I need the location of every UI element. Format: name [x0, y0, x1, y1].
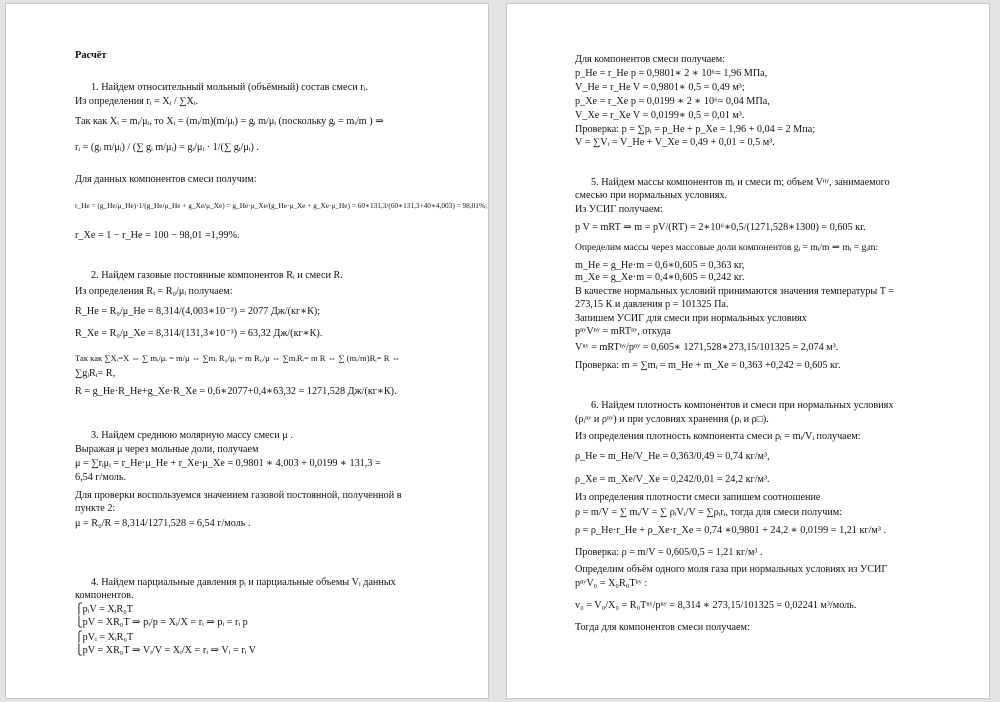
- formula-line: μ = R₀/R = 8,314/1271,528 = 6,54 г/моль .: [75, 518, 251, 529]
- formula-line: Проверка: ρ = m/V = 0,605/0,5 = 1,21 кг/м³ .: [575, 547, 763, 558]
- text-line: Из определения плотность компонента смеси ρᵢ = mᵢ/Vᵢ получаем:: [575, 431, 861, 442]
- text-line: Выражая μ через мольные доли, получаем: [75, 444, 259, 455]
- formula-line: ρ_Xe = m_Xe/V_Xe = 0,242/0,01 = 24,2 кг/м³.: [575, 474, 770, 485]
- formula-line: p V = mRT ⇒ m = pV/(RT) = 2∗10⁶∗0,5/(1271,528∗1300) = 0,605 кг.: [575, 222, 866, 233]
- section-heading: Расчёт: [75, 50, 107, 61]
- text-line: Из определения Rᵢ = R₀/μᵢ получаем:: [75, 286, 233, 297]
- formula-line: R_Xe = R₀/μ_Xe = 8,314/(131,3∗10⁻³) = 63,32 Дж/(кг∗К).: [75, 328, 323, 339]
- formula-line: ρ_He = m_He/V_He = 0,363/0,49 = 0,74 кг/м³,: [575, 451, 770, 462]
- formula-line: Проверка: p = ∑pᵢ = p_He + p_Xe = 1,96 + 0,04 = 2 Мпа;: [575, 124, 816, 135]
- text-line: Для проверки воспользуемся значением газовой постоянной, полученной в: [75, 490, 402, 501]
- formula-line: μ = ∑rᵢμᵢ = r_He·μ_He + r_Xe·μ_Xe = 0,9801 ∗ 4,003 + 0,0199 ∗ 131,3 =: [75, 458, 381, 469]
- formula-line: 6,54 г/моль.: [75, 472, 127, 483]
- formula-line: r_He = (g_He/μ_He)·1/(g_He/μ_He + g_Xe/μ_Xe) = g_He·μ_Xe/(g_He·μ_Xe + g_Xe·μ_He) = 60∗131,3/(60∗131,3+40∗4,003) = 98,01%;: [75, 201, 488, 210]
- text-line: Определим массы через массовые доли компонентов gᵢ = mᵢ/m ⇒ mᵢ = gᵢm:: [575, 242, 879, 253]
- text-line: (ρᵢⁿʸ и ρⁿʸ) и при условиях хранения (ρᵢ и ρ□).: [575, 414, 769, 425]
- formula-line: Проверка: m = ∑mᵢ = m_He + m_Xe = 0,363 +0,242 = 0,605 кг.: [575, 360, 841, 371]
- formula-line: ⎧pᵢV = XᵢR₀T: [75, 604, 134, 615]
- formula-line: V = ∑Vᵢ = V_He + V_Xe = 0,49 + 0,01 = 0,5 м³.: [575, 137, 775, 148]
- text-line: Определим объём одного моля газа при нормальных условиях из УСИГ: [575, 564, 888, 575]
- formula-line: Vⁿʸ = mRTⁿʸ/pⁿʸ = 0,605∗ 1271,528∗273,15/101325 = 2,074 м³.: [575, 342, 839, 353]
- step-1-title: 1. Найдем относительный мольный (объёмный) состав смеси rᵢ.: [91, 82, 368, 93]
- formula-line: ⎩pV = XR₀T ⇒ pᵢ/p = Xᵢ/X = rᵢ ⇒ pᵢ = rᵢ p: [75, 617, 248, 628]
- formula-line: p_Xe = r_Xe p = 0,0199 ∗ 2 ∗ 10⁶= 0,04 МПа,: [575, 96, 770, 107]
- text-line: компонентов.: [75, 590, 134, 601]
- formula-line: ⎧pVᵢ = XᵢR₀T: [75, 632, 134, 643]
- formula-line: R_He = R₀/μ_He = 8,314/(4,003∗10⁻³) = 2077 Дж/(кг∗К);: [75, 306, 321, 317]
- text-line: смесью при нормальных условиях.: [575, 190, 728, 201]
- formula-line: pⁿʸV₀ = X₀R₀Tⁿʸ :: [575, 578, 648, 589]
- text-line: пункте 2:: [75, 503, 116, 514]
- step-3-title: 3. Найдем среднюю молярную массу смеси μ .: [91, 430, 293, 441]
- formula-line: ρ = m/V = ∑ mᵢ/V = ∑ ρᵢVᵢ/V = ∑ρᵢrᵢ, тогда для смеси получим:: [575, 507, 843, 518]
- formula-line: Так как ∑Xᵢ=X ⇔ ∑ mᵢ/μᵢ = m/μ ⇔ ∑mᵢ R₀/μᵢ = m R₀/μ ⇔ ∑mᵢRᵢ= m R ⇔ ∑ (mᵢ/m)Rᵢ= R ⇔: [75, 353, 401, 363]
- formula-line: ⎩pV = XR₀T ⇒ Vᵢ/V = Xᵢ/X = rᵢ ⇒ Vᵢ = rᵢ V: [75, 645, 256, 656]
- step-2-title: 2. Найдем газовые постоянные компонентов Rᵢ и смеси R.: [91, 270, 343, 281]
- formula-line: v₀ = V₀/X₀ = R₀Tⁿʸ/pⁿʸ = 8,314 ∗ 273,15/101325 = 0,02241 м³/моль.: [575, 600, 857, 611]
- formula-line: r_Xe = 1 − r_He = 100 − 98,01 =1,99%.: [75, 230, 240, 241]
- text-line: Запишем УСИГ для смеси при нормальных условиях: [575, 313, 807, 324]
- text-line: Тогда для компонентов смеси получаем:: [575, 622, 750, 633]
- text-line: 273,15 К и давления p = 101325 Па.: [575, 299, 729, 310]
- formula-line: ∑gᵢRᵢ= R,: [75, 368, 116, 379]
- text-line: Для данных компонентов смеси получим:: [75, 174, 257, 185]
- text-line: Из определения rᵢ = Xᵢ / ∑Xᵢ.: [75, 96, 199, 107]
- right-page: [506, 3, 990, 699]
- text-line: Из определения плотности смеси запишем соотношение: [575, 492, 821, 503]
- formula-line: m_He = g_He·m = 0,6∗0,605 = 0,363 кг,: [575, 260, 745, 271]
- step-5-title: 5. Найдем массы компонентов mᵢ и смеси m; объем Vⁿʸ, занимаемого: [591, 177, 890, 188]
- text-line: В качестве нормальных условий принимаются значения температуры T =: [575, 286, 895, 297]
- formula-line: rᵢ = (gᵢ m/μᵢ) / (∑ gᵢ m/μᵢ) = gᵢ/μᵢ · 1/(∑ gᵢ/μᵢ) .: [75, 142, 259, 153]
- step-6-title: 6. Найдем плотность компонентов и смеси при нормальных условиях: [591, 400, 894, 411]
- text-line: Для компонентов смеси получаем:: [575, 54, 726, 65]
- formula-line: pⁿʸVⁿʸ = mRTⁿʸ, откуда: [575, 326, 671, 337]
- left-page: [5, 3, 489, 699]
- text-line: Из УСИГ получаем:: [575, 204, 663, 215]
- step-4-title: 4. Найдем парциальные давления pᵢ и парциальные объемы Vᵢ данных: [91, 577, 396, 588]
- formula-line: V_Xe = r_Xe V = 0,0199∗ 0,5 = 0,01 м³.: [575, 110, 745, 121]
- text-line: Так как Xᵢ = mᵢ/μᵢ, то Xᵢ = (mᵢ/m)(m/μᵢ) = gᵢ m/μᵢ (поскольку gᵢ = mᵢ/m ) ⇒: [75, 116, 384, 127]
- formula-line: V_He = r_He V = 0,9801∗ 0,5 = 0,49 м³;: [575, 82, 745, 93]
- formula-line: R = g_He·R_He+g_Xe·R_Xe = 0,6∗2077+0,4∗63,32 = 1271,528 Дж/(кг∗К).: [75, 386, 397, 397]
- formula-line: m_Xe = g_Xe·m = 0,4∗0,605 = 0,242 кг.: [575, 272, 745, 283]
- formula-line: p_He = r_He p = 0,9801∗ 2 ∗ 10⁶= 1,96 МПа,: [575, 68, 768, 79]
- formula-line: ρ = ρ_He·r_He + ρ_Xe·r_Xe = 0,74 ∗0,9801 + 24,2 ∗ 0,0199 = 1,21 кг/м³ .: [575, 525, 887, 536]
